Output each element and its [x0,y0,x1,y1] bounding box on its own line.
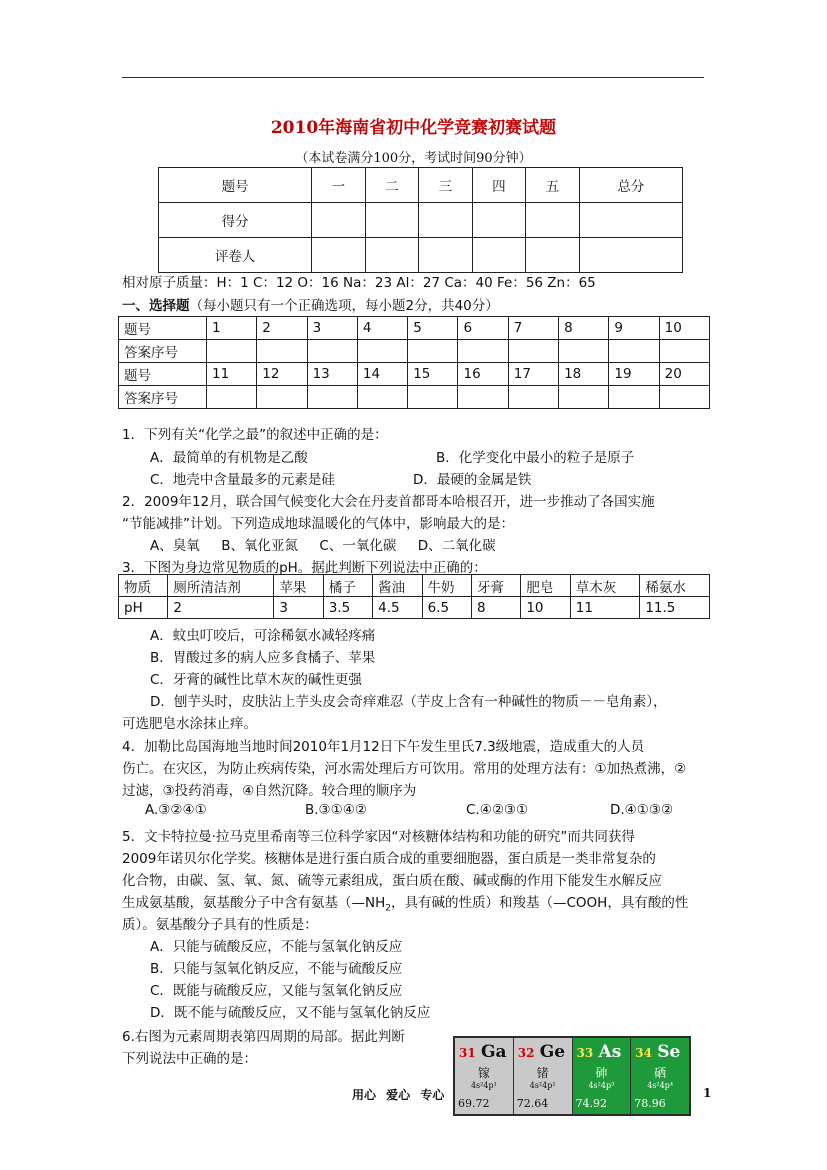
answer-blank [307,340,357,363]
atomic-number: 33 [576,1046,594,1060]
answer-blank [508,386,558,409]
page-number: 1 [703,1086,712,1100]
answer-table-cell: 2 [257,317,307,340]
q3-option-c: C．牙膏的碱性比草木灰的碱性更强 [150,672,362,688]
q4-line-1: 4．加勒比岛国海地当地时间2010年1月12日下午发生里氏7.3级地震，造成重大的人员 [122,739,645,755]
answer-table-cell: 20 [659,363,709,386]
q4-line-3: 过滤，③投药消毒，④自然沉降。较合理的顺序为 [122,783,417,799]
ph-table-cell: 6.5 [422,597,471,619]
ph-table-cell: 11 [570,597,640,619]
ph-table-cell: 苹果 [274,575,323,597]
answer-table-row [119,386,710,409]
ph-table-cell: 肥皂 [521,575,570,597]
exam-subtitle: （本试卷满分100分，考试时间90分钟） [295,151,532,166]
score-table-blank [472,203,526,238]
ph-table-cell: 酱油 [373,575,422,597]
atomic-mass: 69.72 [458,1097,490,1110]
ph-table-cell: 10 [521,597,570,619]
score-table-blank [526,203,580,238]
q5-option-b: B．只能与氢氧化钠反应，不能与硫酸反应 [150,961,403,977]
element-symbol: Se [657,1042,681,1062]
score-table [158,167,683,273]
q5-subscript: 2 [385,903,391,914]
answer-table-cell: 5 [408,317,458,340]
answer-blank [559,386,609,409]
score-table-blank [579,238,682,273]
element-cell-ge [514,1038,573,1114]
q3-option-a: A．蚊虫叮咬后，可涂稀氨水减轻疼痛 [150,628,376,644]
electron-config: 4s²4p² [529,1081,556,1090]
ph-table-cell: 厕所清洁剂 [168,575,274,597]
score-table-row [159,238,683,273]
q5-line-4-a: 生成氨基酸，氨基酸分子中含有氨基（—NH [122,895,386,911]
element-name: 锗 [536,1066,549,1080]
score-table-blank [365,203,419,238]
q4-option-d: D.④①③② [610,802,674,818]
q4-line-2: 伤亡。在灾区，为防止疾病传染，河水需处理后方可饮用。常用的处理方法有：①加热煮沸，② [122,761,687,777]
answer-table-cell: 3 [307,317,357,340]
score-table-header-row [159,168,683,203]
answer-table-cell: 15 [408,363,458,386]
q6-line-2: 下列说法中正确的是： [122,1051,257,1067]
ph-table-cell: 稀氨水 [640,575,710,597]
atomic-mass: 72.64 [516,1097,549,1110]
ph-table-row [119,597,710,619]
q5-line-5: 质）。氨基酸分子具有的性质是： [122,917,318,933]
element-cell-as [573,1038,632,1114]
ph-table-cell: pH [119,597,168,619]
answer-table-cell: 18 [559,363,609,386]
q5-option-d: D．既不能与硫酸反应，又不能与氢氧化钠反应 [150,1005,431,1021]
answer-table-cell: 4 [357,317,407,340]
q5-line-1: 5．文卡特拉曼·拉马克里希南等三位科学家因“对核糖体结构和功能的研究”而共同获得 [122,829,635,845]
answer-blank [207,386,257,409]
answer-blank [307,386,357,409]
score-table-cell: 一 [312,168,366,203]
answer-table-row [119,317,710,340]
q6-line-1: 6.右图为元素周期表第四周期的局部。据此判断 [122,1029,405,1045]
element-cell-ga [455,1038,514,1114]
periodic-table-excerpt [453,1036,691,1116]
answer-blank [659,340,709,363]
score-table-cell: 总分 [579,168,682,203]
answer-table-row [119,340,710,363]
score-table-blank [312,238,366,273]
ph-table-cell: 草木灰 [570,575,640,597]
answer-blank [458,386,508,409]
answer-blank [357,386,407,409]
answer-table-cell: 19 [609,363,659,386]
element-name: 镓 [477,1066,490,1080]
q2-stem-2: “节能减排”计划。下列造成地球温暖化的气体中，影响最大的是： [122,516,514,532]
electron-config: 4s²4p³ [588,1081,615,1090]
section1-heading [122,294,499,314]
q5-line-4 [122,891,688,914]
answer-blank [559,340,609,363]
answer-table-cell: 17 [508,363,558,386]
ph-table-cell: 3 [274,597,323,619]
q1-option-c: C．地壳中含量最多的元素是硅 [150,472,335,488]
answer-table-cell: 1 [207,317,257,340]
score-table-blank [419,238,473,273]
element-name: 硒 [654,1066,667,1080]
score-table-row [159,203,683,238]
answer-table-cell: 8 [559,317,609,340]
atomic-number: 32 [517,1046,535,1060]
answer-blank [257,386,307,409]
atomic-mass: 74.92 [575,1097,607,1110]
answer-table-row [119,363,710,386]
section1-note: （每小题只有一个正确选项，每小题2分，共40分） [189,298,499,314]
element-symbol: Ge [539,1042,566,1062]
answer-blank [609,386,659,409]
answer-blank [508,340,558,363]
answer-table-cell: 10 [659,317,709,340]
answer-table-label: 题号 [119,317,207,340]
q1-option-d: D．最硬的金属是铁 [413,472,532,488]
ph-table-cell: 橘子 [323,575,372,597]
score-table-cell: 题号 [159,168,312,203]
q4-option-b: B.③①④② [305,802,367,818]
answer-table-cell: 7 [508,317,558,340]
score-table-row-label: 评卷人 [159,238,312,273]
section1-title: 一、选择题 [122,298,190,314]
q2-stem-1: 2．2009年12月，联合国气候变化大会在丹麦首都哥本哈根召开，进一步推动了各国实施 [122,494,655,510]
answer-table-cell: 13 [307,363,357,386]
answer-table-label: 答案序号 [119,340,207,363]
ph-table-row [119,575,710,597]
ph-table-cell: 牙膏 [471,575,520,597]
score-table-blank [526,238,580,273]
score-table-blank [419,203,473,238]
answer-table-label: 题号 [119,363,207,386]
exam-title: 2010年海南省初中化学竞赛初赛试题 [270,118,557,138]
atomic-mass: 78.96 [634,1097,666,1110]
score-table-blank [365,238,419,273]
element-cell-se [631,1038,689,1114]
answer-blank [609,340,659,363]
score-table-blank [312,203,366,238]
q2-options: A、臭氧 B、氧化亚氮 C、一氧化碳 D、二氧化碳 [150,538,496,554]
answer-blank [408,340,458,363]
ph-table-cell: 3.5 [323,597,372,619]
answer-blank [458,340,508,363]
answer-table-label: 答案序号 [119,386,207,409]
answer-table-cell: 14 [357,363,407,386]
q1-stem: 1．下列有关“化学之最”的叙述中正确的是： [122,427,388,443]
electron-config: 4s²4p¹ [470,1081,497,1090]
answer-blank [659,386,709,409]
ph-table-cell: 8 [471,597,520,619]
q1-option-a: A．最简单的有机物是乙酸 [150,450,308,466]
answer-table-cell: 11 [207,363,257,386]
ph-table-cell: 牛奶 [422,575,471,597]
answer-blank [408,386,458,409]
answer-table-cell: 16 [458,363,508,386]
element-symbol: As [598,1042,622,1062]
ph-table-cell: 物质 [119,575,168,597]
answer-blank [207,340,257,363]
answer-table-cell: 6 [458,317,508,340]
score-table-cell: 五 [526,168,580,203]
answer-table [118,316,710,409]
q4-option-a: A.③②④① [145,802,207,818]
q5-line-4-b: ，具有碱的性质）和羧基（—COOH，具有酸的性 [390,895,689,911]
ph-table-cell: 4.5 [373,597,422,619]
q1-option-b: B．化学变化中最小的粒子是原子 [436,450,635,466]
q3-option-d-2: 可选肥皂水涂抹止痒。 [122,716,257,732]
score-table-row-label: 得分 [159,203,312,238]
element-name: 砷 [595,1066,608,1080]
answer-blank [357,340,407,363]
ph-table-cell: 11.5 [640,597,710,619]
q5-option-c: C．既能与硫酸反应，又能与氢氧化钠反应 [150,983,403,999]
answer-table-cell: 9 [609,317,659,340]
score-table-cell: 三 [419,168,473,203]
score-table-cell: 二 [365,168,419,203]
atomic-masses: 相对原子质量：H：1 C：12 O：16 Na：23 Al：27 Ca：40 Fe：56 Zn：65 [122,275,596,291]
q5-option-a: A．只能与硫酸反应，不能与氢氧化钠反应 [150,939,403,955]
atomic-number: 34 [635,1046,652,1060]
q3-option-d-1: D．刨芋头时，皮肤沾上芋头皮会奇痒难忍（芋皮上含有一种碱性的物质－－皂角素）， [150,694,667,710]
header-rule [122,77,704,78]
answer-table-cell: 12 [257,363,307,386]
element-symbol: Ga [481,1042,507,1062]
ph-table-cell: 2 [168,597,274,619]
answer-blank [257,340,307,363]
q5-line-2: 2009年诺贝尔化学奖。核糖体是进行蛋白质合成的重要细胞器，蛋白质是一类非常复杂的 [122,851,656,867]
score-table-cell: 四 [472,168,526,203]
q3-stem: 3．下图为身边常见物质的pH。据此判断下列说法中正确的： [122,560,487,576]
ph-table [118,574,710,619]
q3-option-b: B．胃酸过多的病人应多食橘子、苹果 [150,650,376,666]
score-table-blank [579,203,682,238]
electron-config: 4s²4p⁴ [647,1081,674,1090]
q4-option-c: C.④②③① [466,802,529,818]
score-table-blank [472,238,526,273]
q5-line-3: 化合物，由碳、氢、氧、氮、硫等元素组成，蛋白质在酸、碱或酶的作用下能发生水解反应 [122,873,662,889]
atomic-number: 31 [459,1046,476,1060]
page-footer: 用心 爱心 专心 [352,1088,445,1102]
